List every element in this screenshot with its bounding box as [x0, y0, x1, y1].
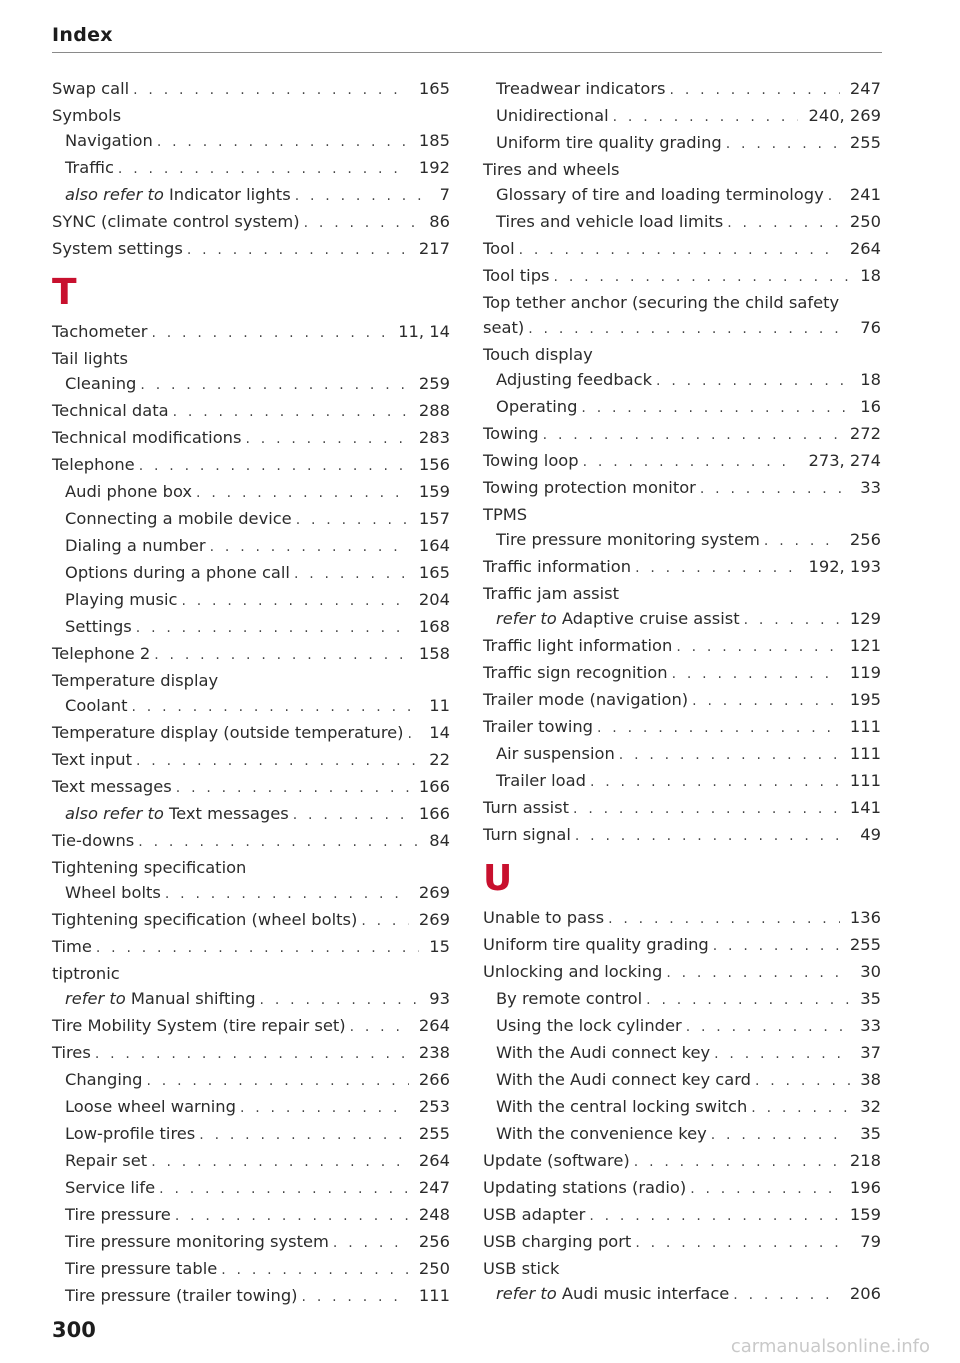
index-subentry[interactable]: Coolant . . . 11 [52, 693, 450, 720]
index-subentry[interactable]: refer to Audi music interface . . . 206 [483, 1281, 881, 1308]
index-entry[interactable]: Towing loop . . . 273, 274 [483, 448, 881, 475]
page-ref[interactable]: 7 [439, 185, 450, 204]
index-entry[interactable]: Unable to pass . . . 136 [483, 905, 881, 932]
index-subentry[interactable]: Settings . . . 168 [52, 614, 450, 641]
page-ref[interactable]: 196 [849, 1178, 881, 1197]
page-ref[interactable]: 49 [860, 825, 881, 844]
page-ref[interactable]: 35 [860, 989, 881, 1008]
index-subentry[interactable]: Low-profile tires . . . 255 [52, 1121, 450, 1148]
index-entry[interactable]: Telephone 2 . . . 158 [52, 641, 450, 668]
index-heading: Tires and wheels [483, 160, 620, 179]
index-subentry[interactable]: Loose wheel warning . . . 253 [52, 1094, 450, 1121]
page-ref[interactable]: 259 [418, 374, 450, 393]
index-heading: Traffic jam assist [483, 584, 619, 603]
page-ref[interactable]: 37 [860, 1043, 881, 1062]
index-subentry[interactable]: Treadwear indicators . . . 247 [483, 76, 881, 103]
page-ref[interactable]: 269 [418, 883, 450, 902]
page-ref[interactable]: 18 [860, 266, 881, 285]
index-subentry[interactable]: Unidirectional . . . 240, 269 [483, 103, 881, 130]
index-entry[interactable]: Updating stations (radio) . . . 196 [483, 1175, 881, 1202]
index-heading: TPMS [483, 505, 528, 524]
index-subentry[interactable]: Connecting a mobile device . . . 157 [52, 506, 450, 533]
page-ref[interactable]: 136 [849, 908, 881, 927]
index-entry[interactable]: Unlocking and locking . . . 30 [483, 959, 881, 986]
page-ref[interactable]: 35 [860, 1124, 881, 1143]
page-ref[interactable]: 253 [418, 1097, 450, 1116]
page-ref[interactable]: 165 [418, 563, 450, 582]
page-ref[interactable]: 11, 14 [398, 322, 450, 341]
page-ref[interactable]: 164 [418, 536, 450, 555]
index-subentry[interactable]: Repair set . . . 264 [52, 1148, 450, 1175]
page-ref[interactable]: 256 [418, 1232, 450, 1251]
page-header-title: Index [52, 24, 113, 46]
index-entry[interactable]: seat) . . . 76 [483, 315, 881, 342]
index-subentry[interactable]: With the convenience key . . . 35 [483, 1121, 881, 1148]
index-entry[interactable]: Towing . . . 272 [483, 421, 881, 448]
page-ref[interactable]: 14 [429, 723, 450, 742]
page-ref[interactable]: 141 [849, 798, 881, 817]
page-ref[interactable]: 16 [860, 397, 881, 416]
index-heading: Tail lights [52, 349, 129, 368]
index-entry[interactable]: USB adapter . . . 159 [483, 1202, 881, 1229]
index-heading: Tightening specification [52, 858, 247, 877]
header-divider [52, 52, 882, 53]
page-ref[interactable]: 264 [849, 239, 881, 258]
index-column-left [52, 76, 450, 1310]
section-letter: T [52, 272, 77, 313]
page-ref[interactable]: 166 [418, 804, 450, 823]
page-ref[interactable]: 38 [860, 1070, 881, 1089]
page-ref[interactable]: 11 [429, 696, 450, 715]
index-subentry[interactable]: Trailer load . . . 111 [483, 768, 881, 795]
page-ref[interactable]: 255 [418, 1124, 450, 1143]
index-subentry[interactable]: Adjusting feedback . . . 18 [483, 367, 881, 394]
index-subentry[interactable]: Tire pressure . . . 248 [52, 1202, 450, 1229]
page-ref[interactable]: 192, 193 [808, 557, 881, 576]
page-ref[interactable]: 218 [849, 1151, 881, 1170]
page-ref[interactable]: 255 [849, 133, 881, 152]
page-ref[interactable]: 111 [849, 744, 881, 763]
index-heading: Temperature display [52, 671, 219, 690]
index-subentry[interactable]: refer to Adaptive cruise assist . . . 129 [483, 606, 881, 633]
index-entry[interactable]: Tires . . . 238 [52, 1040, 450, 1067]
page-ref[interactable]: 241 [849, 185, 881, 204]
index-entry[interactable]: Uniform tire quality grading . . . 255 [483, 932, 881, 959]
watermark: carmanualsonline.info [730, 1336, 930, 1357]
page-ref[interactable]: 283 [418, 428, 450, 447]
index-entry[interactable]: Technical modifications . . . 283 [52, 425, 450, 452]
index-entry[interactable]: Traffic sign recognition . . . 119 [483, 660, 881, 687]
page-ref[interactable]: 121 [849, 636, 881, 655]
index-entry[interactable]: Temperature display (outside temperature) . . . 14 [52, 720, 450, 747]
page-ref[interactable]: 157 [418, 509, 450, 528]
index-entry[interactable]: Trailer mode (navigation) . . . 195 [483, 687, 881, 714]
index-subentry[interactable]: Playing music . . . 204 [52, 587, 450, 614]
index-subentry[interactable]: With the central locking switch . . . 32 [483, 1094, 881, 1121]
index-subentry[interactable]: Tire pressure table . . . 250 [52, 1256, 450, 1283]
index-subentry[interactable]: Uniform tire quality grading . . . 255 [483, 130, 881, 157]
index-subentry[interactable]: Wheel bolts . . . 269 [52, 880, 450, 907]
page-ref[interactable]: 185 [418, 131, 450, 150]
index-heading: Top tether anchor (securing the child safety [483, 293, 840, 312]
index-entry[interactable]: Technical data . . . 288 [52, 398, 450, 425]
index-subentry[interactable]: Changing . . . 266 [52, 1067, 450, 1094]
page-ref[interactable]: 168 [418, 617, 450, 636]
index-entry[interactable]: USB charging port . . . 79 [483, 1229, 881, 1256]
index-subentry[interactable]: Options during a phone call . . . 165 [52, 560, 450, 587]
index-heading: Touch display [483, 345, 593, 364]
index-heading: tiptronic [52, 964, 120, 983]
page-ref[interactable]: 288 [418, 401, 450, 420]
page-ref[interactable]: 206 [849, 1284, 881, 1303]
index-subentry[interactable]: With the Audi connect key card . . . 38 [483, 1067, 881, 1094]
page-ref[interactable]: 204 [418, 590, 450, 609]
page-ref[interactable]: 238 [418, 1043, 450, 1062]
index-subentry[interactable]: Operating . . . 16 [483, 394, 881, 421]
page-ref[interactable]: 269 [418, 910, 450, 929]
index-column-right [483, 76, 881, 1308]
page-ref[interactable]: 273, 274 [808, 451, 881, 470]
page-ref[interactable]: 248 [418, 1205, 450, 1224]
index-entry[interactable]: Tightening specification (wheel bolts) . . . 269 [52, 907, 450, 934]
page-ref[interactable]: 250 [418, 1259, 450, 1278]
page-ref[interactable]: 156 [418, 455, 450, 474]
index-subentry[interactable]: also refer to Text messages . . . 166 [52, 801, 450, 828]
page-ref[interactable]: 256 [849, 530, 881, 549]
page-ref[interactable]: 33 [860, 478, 881, 497]
index-entry[interactable]: Tool tips . . . 18 [483, 263, 881, 290]
index-entry[interactable]: Text messages . . . 166 [52, 774, 450, 801]
index-subentry[interactable]: Service life . . . 247 [52, 1175, 450, 1202]
page-number: 300 [52, 1318, 96, 1342]
index-entry[interactable]: Tie-downs . . . 84 [52, 828, 450, 855]
page-ref[interactable]: 250 [849, 212, 881, 231]
page-ref[interactable]: 192 [418, 158, 450, 177]
index-entry[interactable]: Telephone . . . 156 [52, 452, 450, 479]
index-subentry[interactable]: Air suspension . . . 111 [483, 741, 881, 768]
page-ref[interactable]: 33 [860, 1016, 881, 1035]
index-subentry[interactable]: Tire pressure (trailer towing) . . . 111 [52, 1283, 450, 1310]
index-subentry[interactable]: By remote control . . . 35 [483, 986, 881, 1013]
index-entry[interactable]: Time . . . 15 [52, 934, 450, 961]
page-ref[interactable]: 15 [429, 937, 450, 956]
index-entry[interactable]: Text input . . . 22 [52, 747, 450, 774]
index-subentry[interactable]: Traffic . . . 192 [52, 155, 450, 182]
index-subentry[interactable]: Navigation . . . 185 [52, 128, 450, 155]
page-ref[interactable]: 84 [429, 831, 450, 850]
page-ref[interactable]: 247 [418, 1178, 450, 1197]
index-subentry[interactable]: Audi phone box . . . 159 [52, 479, 450, 506]
page-ref[interactable]: 264 [418, 1151, 450, 1170]
index-subentry[interactable]: With the Audi connect key . . . 37 [483, 1040, 881, 1067]
page-ref[interactable]: 79 [860, 1232, 881, 1251]
index-subentry[interactable]: Tire pressure monitoring system . . . 256 [52, 1229, 450, 1256]
index-subentry[interactable]: refer to Manual shifting . . . 93 [52, 986, 450, 1013]
page-ref[interactable]: 264 [418, 1016, 450, 1035]
index-heading: Symbols [52, 106, 122, 125]
page-ref[interactable]: 165 [418, 79, 450, 98]
page-ref[interactable]: 217 [418, 239, 450, 258]
index-entry[interactable]: Towing protection monitor . . . 33 [483, 475, 881, 502]
page-ref[interactable]: 86 [429, 212, 450, 231]
index-entry[interactable]: Swap call . . . 165 [52, 76, 450, 103]
index-entry[interactable]: SYNC (climate control system) . . . 86 [52, 209, 450, 236]
page-ref[interactable]: 18 [860, 370, 881, 389]
page-ref[interactable]: 158 [418, 644, 450, 663]
index-subentry[interactable]: Tire pressure monitoring system . . . 256 [483, 527, 881, 554]
page-ref[interactable]: 247 [849, 79, 881, 98]
page-ref[interactable]: 166 [418, 777, 450, 796]
page-ref[interactable]: 159 [849, 1205, 881, 1224]
page-ref[interactable]: 255 [849, 935, 881, 954]
index-entry[interactable]: Turn assist . . . 141 [483, 795, 881, 822]
index-subentry[interactable]: Glossary of tire and loading terminology . . . 241 [483, 182, 881, 209]
index-entry[interactable]: Tire Mobility System (tire repair set) . . . 264 [52, 1013, 450, 1040]
index-heading: USB stick [483, 1259, 560, 1278]
index-entry[interactable]: Traffic light information . . . 121 [483, 633, 881, 660]
index-entry[interactable]: Tool . . . 264 [483, 236, 881, 263]
index-subentry[interactable]: also refer to Indicator lights . . . 7 [52, 182, 450, 209]
page-ref[interactable]: 272 [849, 424, 881, 443]
page-ref[interactable]: 159 [418, 482, 450, 501]
page-ref[interactable]: 111 [849, 771, 881, 790]
index-entry[interactable]: System settings . . . 217 [52, 236, 450, 263]
page-ref[interactable]: 111 [849, 717, 881, 736]
page-ref[interactable]: 22 [429, 750, 450, 769]
index-entry[interactable]: Update (software) . . . 218 [483, 1148, 881, 1175]
section-letter: U [483, 858, 513, 899]
index-entry[interactable]: Turn signal . . . 49 [483, 822, 881, 849]
page-ref[interactable]: 240, 269 [808, 106, 881, 125]
index-subentry[interactable]: Using the lock cylinder . . . 33 [483, 1013, 881, 1040]
page-ref[interactable]: 266 [418, 1070, 450, 1089]
page-ref[interactable]: 119 [849, 663, 881, 682]
page-ref[interactable]: 93 [429, 989, 450, 1008]
page-ref[interactable]: 76 [860, 318, 881, 337]
index-subentry[interactable]: Tires and vehicle load limits . . . 250 [483, 209, 881, 236]
index-entry[interactable]: Trailer towing . . . 111 [483, 714, 881, 741]
index-entry[interactable]: Traffic information . . . 192, 193 [483, 554, 881, 581]
page-ref[interactable]: 30 [860, 962, 881, 981]
page-ref[interactable]: 195 [849, 690, 881, 709]
index-entry[interactable]: Tachometer . . . 11, 14 [52, 319, 450, 346]
index-subentry[interactable]: Cleaning . . . 259 [52, 371, 450, 398]
page-ref[interactable]: 129 [849, 609, 881, 628]
index-subentry[interactable]: Dialing a number . . . 164 [52, 533, 450, 560]
page-ref[interactable]: 32 [860, 1097, 881, 1116]
page-ref[interactable]: 111 [418, 1286, 450, 1305]
